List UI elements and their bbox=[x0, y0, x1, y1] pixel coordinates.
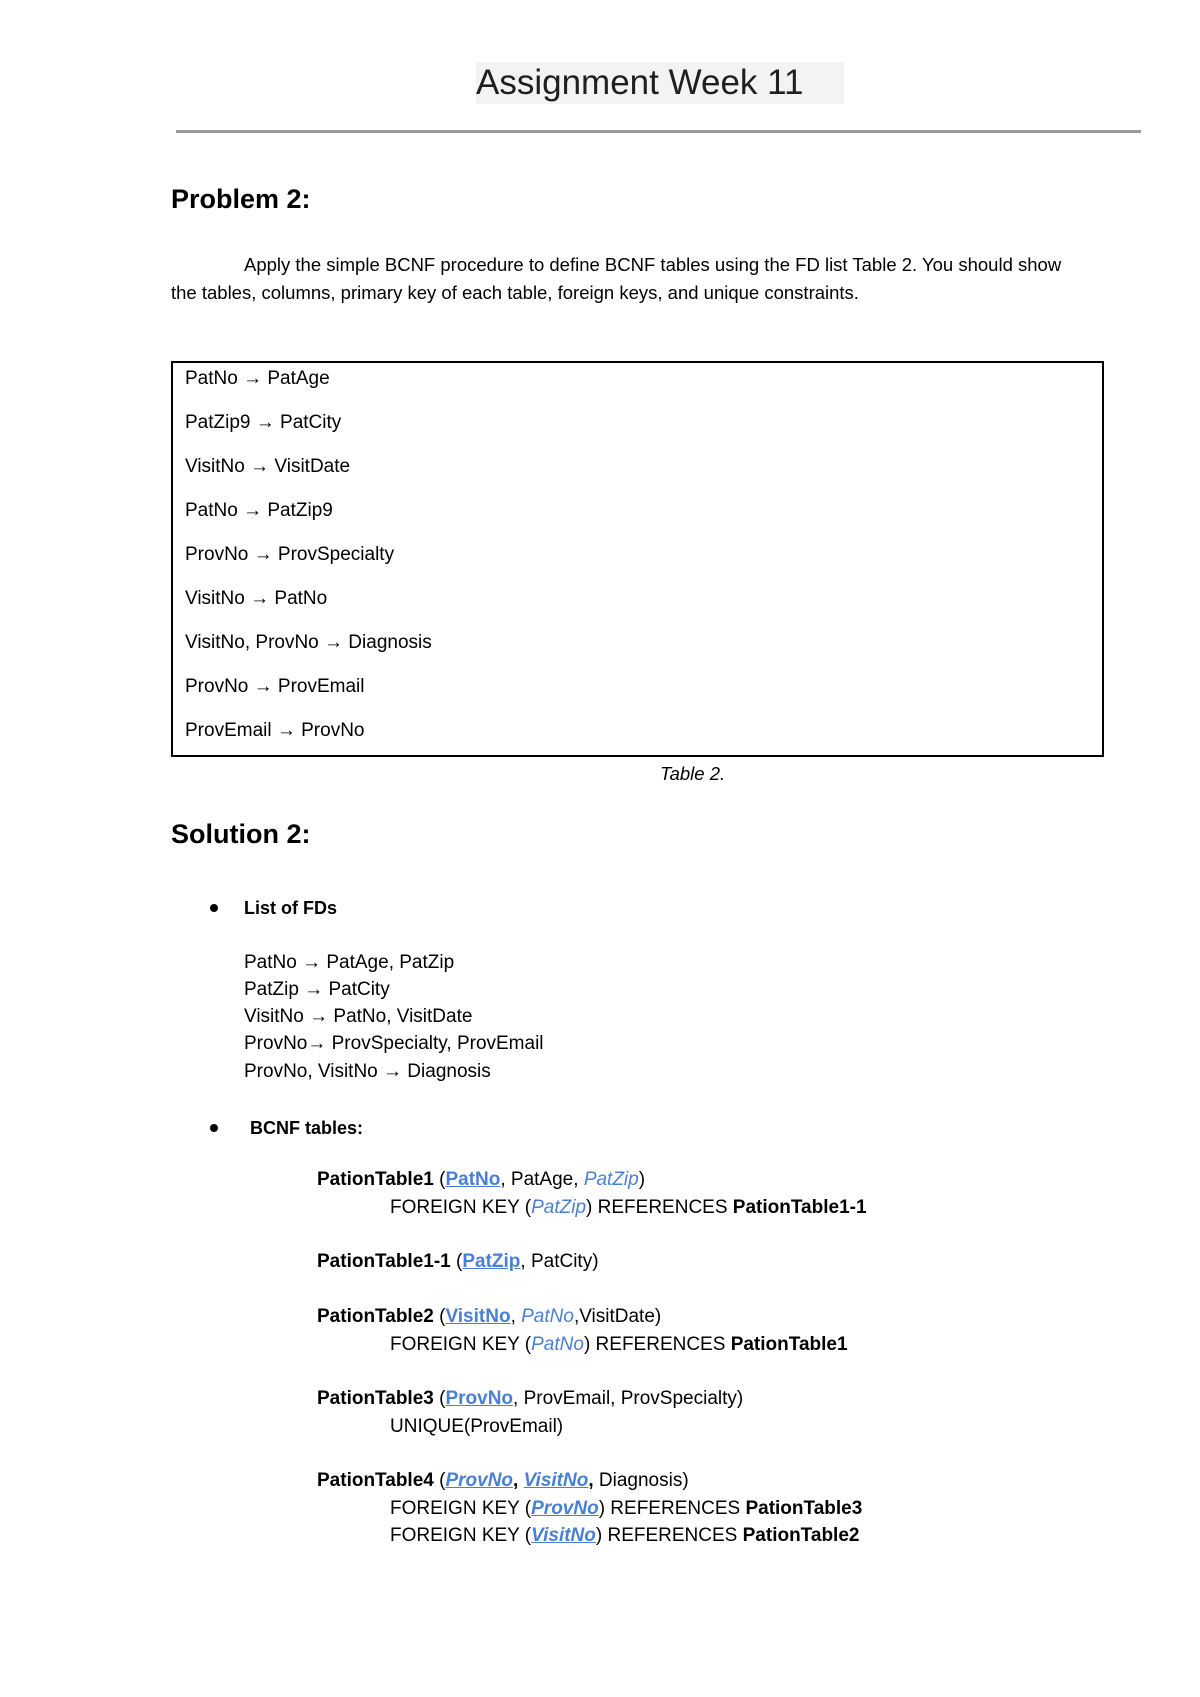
primary-key: VisitNo bbox=[445, 1306, 511, 1327]
foreign-key-column: ProvNo bbox=[531, 1498, 599, 1519]
fd-item: PatNo → PatAge bbox=[185, 368, 330, 389]
table-name: PationTable4 bbox=[317, 1470, 434, 1491]
primary-key: PatNo bbox=[445, 1169, 501, 1190]
table-name: PationTable2 bbox=[317, 1306, 434, 1327]
fd-item: ProvNo → ProvEmail bbox=[185, 676, 365, 697]
solution-fd: PatZip → PatCity bbox=[244, 979, 390, 1000]
table-definition bbox=[317, 1250, 599, 1274]
table-name: PationTable1 bbox=[317, 1169, 434, 1190]
fd-item: ProvEmail → ProvNo bbox=[185, 720, 365, 741]
fk-references: ) REFERENCES bbox=[586, 1197, 733, 1218]
paren: ( bbox=[433, 1470, 446, 1491]
solution-fd: VisitNo → PatNo, VisitDate bbox=[244, 1006, 473, 1027]
primary-foreign-key: VisitNo bbox=[523, 1470, 589, 1491]
fd-item: VisitNo → PatNo bbox=[185, 588, 328, 609]
document-title: Assignment Week 11 bbox=[476, 62, 844, 104]
paren: ) bbox=[638, 1169, 646, 1190]
referenced-table: PationTable2 bbox=[742, 1525, 860, 1546]
bullet-icon bbox=[210, 904, 218, 912]
fk-prefix: FOREIGN KEY ( bbox=[390, 1525, 532, 1546]
fd-item: PatNo → PatZip9 bbox=[185, 500, 333, 521]
column-list: ,VisitDate) bbox=[573, 1306, 662, 1327]
table-definition bbox=[317, 1469, 689, 1493]
fk-prefix: FOREIGN KEY ( bbox=[390, 1197, 532, 1218]
foreign-key-constraint bbox=[390, 1196, 867, 1220]
foreign-key-constraint bbox=[390, 1333, 848, 1357]
bullet-icon bbox=[210, 1124, 218, 1132]
primary-key: PatZip bbox=[462, 1251, 521, 1272]
column-list: Diagnosis) bbox=[593, 1470, 689, 1491]
paren: ( bbox=[433, 1169, 446, 1190]
foreign-key-constraint bbox=[390, 1524, 859, 1548]
foreign-key-column: PatZip bbox=[583, 1169, 639, 1190]
fk-references: ) REFERENCES bbox=[598, 1498, 746, 1519]
fk-prefix: FOREIGN KEY ( bbox=[390, 1498, 532, 1519]
table-definition bbox=[317, 1168, 645, 1192]
fd-item: VisitNo, ProvNo → Diagnosis bbox=[185, 632, 432, 653]
fd-item: PatZip9 → PatCity bbox=[185, 412, 342, 433]
primary-foreign-key: ProvNo bbox=[445, 1470, 514, 1491]
table-definition bbox=[317, 1305, 661, 1329]
referenced-table: PationTable1-1 bbox=[732, 1197, 867, 1218]
solution-fd: PatNo → PatAge, PatZip bbox=[244, 952, 455, 973]
foreign-key-column: PatNo bbox=[531, 1334, 584, 1355]
solution-fd: ProvNo, VisitNo → Diagnosis bbox=[244, 1061, 491, 1082]
fd-item: ProvNo → ProvSpecialty bbox=[185, 544, 395, 565]
foreign-key-column: PatNo bbox=[521, 1306, 574, 1327]
separator: , bbox=[513, 1470, 524, 1491]
paren: ( bbox=[433, 1388, 446, 1409]
fd-list-heading: List of FDs bbox=[244, 898, 337, 918]
unique-constraint: UNIQUE(ProvEmail) bbox=[390, 1416, 564, 1437]
column-list: , PatCity) bbox=[520, 1251, 599, 1272]
problem-text-line1: Apply the simple BCNF procedure to define BCNF tables using the FD list Table 2. You should show bbox=[244, 254, 1062, 275]
table-name: PationTable3 bbox=[317, 1388, 434, 1409]
foreign-key-column: PatZip bbox=[531, 1197, 587, 1218]
paren: ( bbox=[450, 1251, 463, 1272]
title-divider bbox=[176, 130, 1141, 133]
problem-heading: Problem 2: bbox=[171, 184, 311, 214]
foreign-key-constraint bbox=[390, 1497, 862, 1521]
solution-heading: Solution 2: bbox=[171, 819, 311, 849]
primary-key: ProvNo bbox=[445, 1388, 514, 1409]
separator: , bbox=[510, 1306, 522, 1327]
separator: , bbox=[588, 1470, 594, 1491]
fk-references: ) REFERENCES bbox=[583, 1334, 731, 1355]
foreign-key-column: VisitNo bbox=[531, 1525, 596, 1546]
referenced-table: PationTable1 bbox=[730, 1334, 848, 1355]
paren: ( bbox=[433, 1306, 446, 1327]
fk-references: ) REFERENCES bbox=[595, 1525, 743, 1546]
fk-prefix: FOREIGN KEY ( bbox=[390, 1334, 532, 1355]
table-caption: Table 2. bbox=[660, 763, 726, 784]
referenced-table: PationTable3 bbox=[745, 1498, 863, 1519]
solution-fd: ProvNo→ ProvSpecialty, ProvEmail bbox=[244, 1033, 544, 1054]
fd-item: VisitNo → VisitDate bbox=[185, 456, 351, 477]
table-name: PationTable1-1 bbox=[317, 1251, 451, 1272]
table-definition bbox=[317, 1387, 743, 1411]
problem-text-line2: the tables, columns, primary key of each table, foreign keys, and unique constraints. bbox=[171, 282, 859, 303]
fd-table bbox=[171, 361, 1104, 757]
column-list: , PatAge, bbox=[500, 1169, 584, 1190]
column-list: , ProvEmail, ProvSpecialty) bbox=[513, 1388, 744, 1409]
bcnf-heading: BCNF tables: bbox=[250, 1118, 364, 1138]
